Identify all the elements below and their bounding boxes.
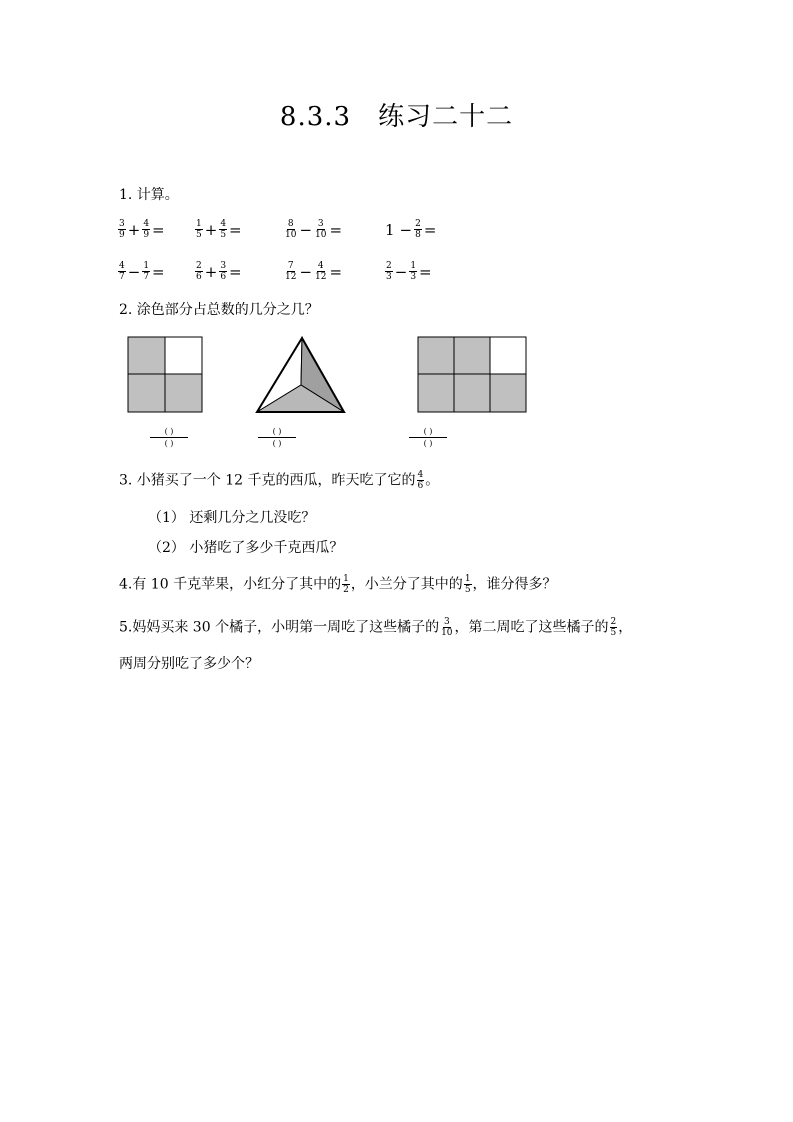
- rect-cell-6: [490, 374, 526, 412]
- calc-operator: −: [299, 262, 313, 281]
- calc-equals: =: [419, 262, 432, 281]
- answer-blank-3-numerator: ( ): [409, 426, 447, 438]
- calc-equals: =: [152, 262, 165, 281]
- calc-fraction-b: $\frac{4}{9}$: [143, 219, 150, 240]
- calc-expression: [283, 261, 343, 282]
- q5-text: 5.妈妈买来 30 个橘子，小明第一周吃了这些橘子的 $\frac{3}{10}$ ，第二周吃了这些橘子的 $\frac{2}{5}$ ，: [119, 617, 633, 638]
- calc-expression: [194, 261, 243, 282]
- calc-fraction-a: $\frac{3}{9}$: [119, 219, 125, 240]
- q5-line-2: 两周分别吃了多少个？: [119, 656, 259, 672]
- answer-blank-1-numerator: ( ): [150, 426, 188, 438]
- q3-text-main: 3. 小猪买了一个 12 千克的西瓜，昨天吃了它的: [119, 472, 416, 489]
- q3-sub-2: （2） 小猪吃了多少千克西瓜？: [148, 540, 344, 556]
- calc-fraction-b: $\frac{3}{10}$: [315, 219, 327, 240]
- calc-equals: =: [152, 220, 165, 239]
- rect-cell-5: [454, 374, 490, 412]
- calc-fraction-b: $\frac{1}{3}$: [410, 261, 417, 282]
- calc-operator: −: [299, 220, 313, 239]
- rect-cell-3: [490, 337, 526, 374]
- q4-fraction-2: $\frac{1}{5}$: [464, 574, 471, 595]
- answer-blank-2-denominator: ( ): [272, 439, 282, 448]
- calc-equals: =: [329, 262, 343, 281]
- answer-blank-3[interactable]: [409, 426, 447, 449]
- page-title: 8.3.3 练习二十二: [279, 102, 514, 132]
- answer-blank-1-denominator: ( ): [164, 439, 174, 448]
- calc-operator: +: [204, 220, 218, 239]
- calc-fraction-a: $\frac{7}{12}$: [285, 261, 297, 282]
- rect-cell-2: [454, 337, 490, 374]
- q5-fraction-2: $\frac{2}{5}$: [610, 617, 617, 638]
- square-grid-figure: [127, 336, 203, 413]
- answer-blank-1[interactable]: [150, 426, 188, 449]
- q3-text: 3. 小猪买了一个 12 千克的西瓜，昨天吃了它的 $\frac{4}{6}$ 。: [119, 470, 440, 491]
- calc-fraction-a: $\frac{1}{5}$: [196, 219, 202, 240]
- calc-fraction-b: $\frac{4}{5}$: [220, 219, 227, 240]
- q1-label: 1. 计算。: [119, 187, 179, 203]
- q5-fraction-1: $\frac{3}{10}$: [441, 617, 453, 638]
- calc-fraction-a: $\frac{2}{6}$: [196, 261, 202, 282]
- calc-expression: 1 − $\frac{2}{8}$ =: [385, 219, 437, 240]
- calc-fraction-a: $\frac{8}{10}$: [285, 219, 297, 240]
- square-cell-bottom-left: [128, 374, 165, 412]
- answer-blank-3-denominator: ( ): [423, 439, 433, 448]
- answer-blank-2-numerator: ( ): [258, 426, 296, 438]
- square-cell-top-right: [165, 337, 202, 374]
- calc-equals: =: [229, 262, 242, 281]
- calc-operator: +: [204, 262, 218, 281]
- calc-expression: [283, 219, 343, 240]
- rect-cell-1: [418, 337, 454, 374]
- q4-fraction-1: $\frac{1}{2}$: [343, 574, 349, 595]
- q3-sub-1: （1） 还剩几分之几没吃？: [148, 510, 316, 526]
- triangle-figure: [254, 335, 348, 415]
- calc-operator: −: [394, 262, 408, 281]
- calc-fraction-b: $\frac{4}{12}$: [315, 261, 327, 282]
- calc-operator: −: [399, 220, 413, 239]
- square-cell-top-left: [128, 337, 165, 374]
- answer-blank-2[interactable]: [258, 426, 296, 449]
- calc-fraction-b: $\frac{3}{6}$: [220, 261, 227, 282]
- calc-equals: =: [229, 220, 242, 239]
- calc-fraction-a: $\frac{4}{7}$: [119, 261, 125, 282]
- calc-expression: [117, 261, 166, 282]
- rectangle-grid-figure: [417, 336, 527, 413]
- calc-expression: [117, 219, 166, 240]
- calc-operator: −: [127, 262, 141, 281]
- q3-fraction: $\frac{4}{6}$: [417, 470, 424, 491]
- calc-expression: [384, 261, 433, 282]
- calc-fraction-b: $\frac{1}{7}$: [143, 261, 150, 282]
- calc-fraction-a: $\frac{2}{3}$: [386, 261, 392, 282]
- calc-fraction-b: $\frac{2}{8}$: [415, 219, 421, 240]
- rect-cell-4: [418, 374, 454, 412]
- q2-label: 2. 涂色部分占总数的几分之几？: [119, 302, 319, 318]
- calc-equals: =: [329, 220, 343, 239]
- calc-equals: =: [423, 220, 437, 239]
- calc-operator: +: [127, 220, 141, 239]
- calc-expression: [194, 219, 243, 240]
- square-cell-bottom-right: [165, 374, 202, 412]
- q4-text: 4.有 10 千克苹果，小红分了其中的 $\frac{1}{2}$ ，小兰分了其中的 $\frac{1}{5}$ ，谁分得多？: [119, 574, 557, 595]
